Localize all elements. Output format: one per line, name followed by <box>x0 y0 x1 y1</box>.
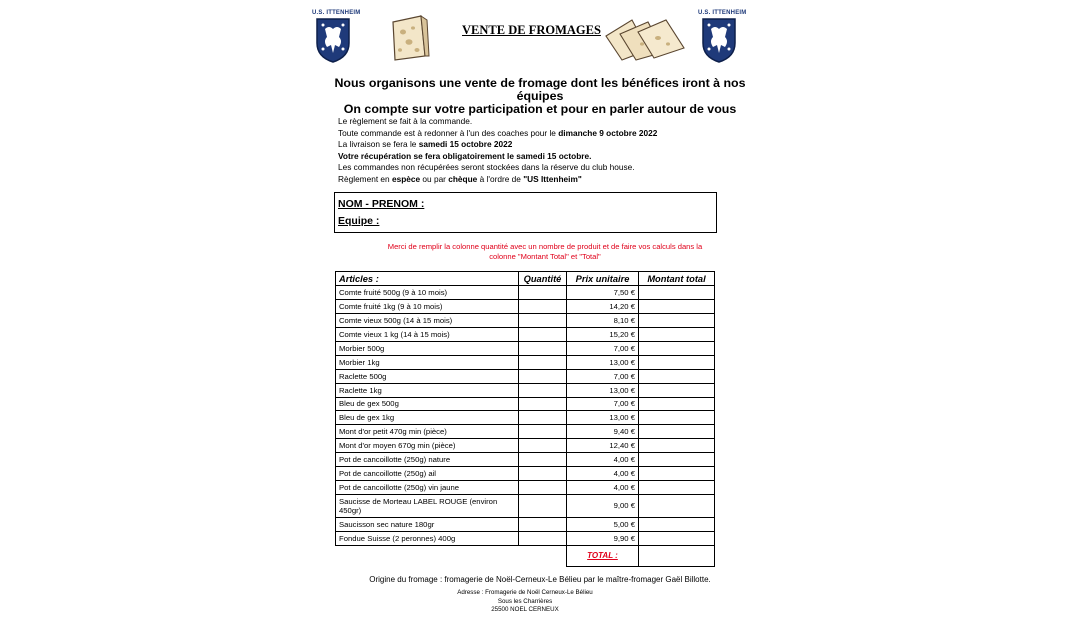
total-amount-cell[interactable] <box>639 286 715 300</box>
quantity-cell[interactable] <box>519 383 567 397</box>
quantity-cell[interactable] <box>519 453 567 467</box>
supplier-address <box>300 589 750 615</box>
unit-price-cell: 7,00 € <box>567 397 639 411</box>
name-field-label[interactable]: NOM - PRENOM : <box>338 198 425 210</box>
order-table <box>335 271 715 567</box>
page-title: VENTE DE FROMAGES <box>462 23 601 37</box>
quantity-cell[interactable] <box>519 327 567 341</box>
instruction-line-2: colonne "Montant Total" et "Total" <box>489 252 601 261</box>
col-header-quantity: Quantité <box>519 272 567 286</box>
total-amount-cell[interactable] <box>639 481 715 495</box>
crest-title-left: U.S. ITTENHEIM <box>312 10 361 16</box>
total-row <box>336 545 715 566</box>
headline-line-2: équipes <box>516 89 564 103</box>
quantity-cell[interactable] <box>519 425 567 439</box>
total-amount-cell[interactable] <box>639 532 715 546</box>
total-amount-cell[interactable] <box>639 383 715 397</box>
unit-price-cell: 9,90 € <box>567 532 639 546</box>
article-name-cell: Pot de cancoillotte (250g) ail <box>336 467 519 481</box>
instruction-note <box>340 242 750 262</box>
article-name-cell: Raclette 500g <box>336 369 519 383</box>
order-info <box>338 116 657 186</box>
total-amount-cell[interactable] <box>639 495 715 518</box>
table-row <box>336 481 715 495</box>
quantity-cell[interactable] <box>519 369 567 383</box>
col-header-unit-price: Prix unitaire <box>567 272 639 286</box>
unit-price-cell: 5,00 € <box>567 518 639 532</box>
total-amount-cell[interactable] <box>639 369 715 383</box>
cheese-origin-note: Origine du fromage : fromagerie de Noël-Cerneux-Le Bélieu par le maître-fromager Gaël Billotte. <box>369 575 711 584</box>
total-amount-cell[interactable] <box>639 453 715 467</box>
article-name-cell: Comte fruité 500g (9 à 10 mois) <box>336 286 519 300</box>
unit-price-cell: 4,00 € <box>567 453 639 467</box>
unit-price-cell: 13,00 € <box>567 383 639 397</box>
total-amount-cell[interactable] <box>639 467 715 481</box>
table-row <box>336 397 715 411</box>
unit-price-cell: 9,40 € <box>567 425 639 439</box>
total-amount-cell[interactable] <box>639 425 715 439</box>
shield-icon <box>315 17 351 63</box>
table-row <box>336 299 715 313</box>
cheese-wedge-icon <box>387 12 431 64</box>
quantity-cell[interactable] <box>519 518 567 532</box>
shield-icon <box>701 17 737 63</box>
address-line-2: Sous les Charrières <box>497 597 553 605</box>
headline-line-1: Nous organisons une vente de fromage dont les bénéfices iront à nos <box>334 76 746 90</box>
total-amount-cell[interactable] <box>639 327 715 341</box>
article-name-cell: Comte fruité 1kg (9 à 10 mois) <box>336 299 519 313</box>
flyer-page <box>300 0 780 628</box>
info-line-storage: Les commandes non récupérées seront stockées dans la réserve du club house. <box>338 162 635 173</box>
article-name-cell: Saucisson sec nature 180gr <box>336 518 519 532</box>
quantity-cell[interactable] <box>519 313 567 327</box>
total-amount-cell[interactable] <box>639 439 715 453</box>
cheese-slices-icon <box>602 14 688 62</box>
total-amount-cell[interactable] <box>639 397 715 411</box>
article-name-cell: Mont d'or moyen 670g min (pièce) <box>336 439 519 453</box>
article-name-cell: Bleu de gex 1kg <box>336 411 519 425</box>
quantity-cell[interactable] <box>519 439 567 453</box>
unit-price-cell: 12,40 € <box>567 439 639 453</box>
headline-line-3: On compte sur votre participation et pour en parler autour de vous <box>343 102 737 116</box>
table-row <box>336 341 715 355</box>
table-row <box>336 313 715 327</box>
col-header-total-amount: Montant total <box>639 272 715 286</box>
total-spacer <box>519 545 567 566</box>
quantity-cell[interactable] <box>519 355 567 369</box>
quantity-cell[interactable] <box>519 411 567 425</box>
total-amount-cell[interactable] <box>639 545 715 566</box>
article-name-cell: Morbier 1kg <box>336 355 519 369</box>
col-header-articles: Articles : <box>336 272 519 286</box>
article-name-cell: Fondue Suisse (2 peronnes) 400g <box>336 532 519 546</box>
quantity-cell[interactable] <box>519 495 567 518</box>
article-name-cell: Raclette 1kg <box>336 383 519 397</box>
total-label: TOTAL : <box>567 545 639 566</box>
quantity-cell[interactable] <box>519 467 567 481</box>
article-name-cell: Comte vieux 1 kg (14 à 15 mois) <box>336 327 519 341</box>
unit-price-cell: 13,00 € <box>567 411 639 425</box>
instruction-line-1: Merci de remplir la colonne quantité avec un nombre de produit et de faire vos calculs dans la <box>387 242 703 251</box>
info-line-pickup: Votre récupération se fera obligatoirement le samedi 15 octobre. <box>338 150 592 161</box>
table-row <box>336 369 715 383</box>
unit-price-cell: 7,00 € <box>567 341 639 355</box>
quantity-cell[interactable] <box>519 481 567 495</box>
quantity-cell[interactable] <box>519 532 567 546</box>
total-amount-cell[interactable] <box>639 355 715 369</box>
article-name-cell: Pot de cancoillotte (250g) nature <box>336 453 519 467</box>
info-line-delivery: La livraison se fera le samedi 15 octobre 2022 <box>338 139 513 150</box>
name-team-box <box>334 192 717 233</box>
table-row <box>336 286 715 300</box>
table-row <box>336 532 715 546</box>
total-amount-cell[interactable] <box>639 411 715 425</box>
total-amount-cell[interactable] <box>639 299 715 313</box>
table-row <box>336 495 715 518</box>
table-row <box>336 439 715 453</box>
total-amount-cell[interactable] <box>639 341 715 355</box>
table-header-row <box>336 272 715 286</box>
unit-price-cell: 9,00 € <box>567 495 639 518</box>
total-amount-cell[interactable] <box>639 518 715 532</box>
crest-title-right: U.S. ITTENHEIM <box>698 10 747 16</box>
table-row <box>336 518 715 532</box>
table-row <box>336 355 715 369</box>
info-line-payment-method: Règlement en espèce ou par chèque à l'ordre de "US Ittenheim" <box>338 173 582 184</box>
info-line-payment: Le règlement se fait à la commande. <box>338 116 473 126</box>
unit-price-cell: 4,00 € <box>567 481 639 495</box>
unit-price-cell: 13,00 € <box>567 355 639 369</box>
quantity-cell[interactable] <box>519 341 567 355</box>
unit-price-cell: 15,20 € <box>567 327 639 341</box>
quantity-cell[interactable] <box>519 286 567 300</box>
unit-price-cell: 14,20 € <box>567 299 639 313</box>
club-crest-logo-right <box>698 10 747 68</box>
unit-price-cell: 8,10 € <box>567 313 639 327</box>
article-name-cell: Saucisse de Morteau LABEL ROUGE (environ 450gr) <box>336 495 519 518</box>
total-spacer <box>336 545 519 566</box>
table-row <box>336 453 715 467</box>
quantity-cell[interactable] <box>519 397 567 411</box>
article-name-cell: Mont d'or petit 470g min (pièce) <box>336 425 519 439</box>
total-amount-cell[interactable] <box>639 313 715 327</box>
table-row <box>336 383 715 397</box>
table-row <box>336 327 715 341</box>
quantity-cell[interactable] <box>519 299 567 313</box>
table-row <box>336 467 715 481</box>
address-line-1: Adresse : Fromagerie de Noël Cerneux-Le Bélieu <box>457 589 593 596</box>
table-row <box>336 425 715 439</box>
team-field-label[interactable]: Equipe : <box>338 215 380 227</box>
table-row <box>336 411 715 425</box>
unit-price-cell: 7,50 € <box>567 286 639 300</box>
unit-price-cell: 7,00 € <box>567 369 639 383</box>
article-name-cell: Comte vieux 500g (14 à 15 mois) <box>336 313 519 327</box>
info-line-deadline: Toute commande est à redonner à l'un des coaches pour le dimanche 9 octobre 2022 <box>338 127 658 138</box>
club-crest-logo-left <box>312 10 361 68</box>
unit-price-cell: 4,00 € <box>567 467 639 481</box>
address-line-3: 25500 NOEL CERNEUX <box>491 606 559 614</box>
article-name-cell: Bleu de gex 500g <box>336 397 519 411</box>
article-name-cell: Morbier 500g <box>336 341 519 355</box>
article-name-cell: Pot de cancoillotte (250g) vin jaune <box>336 481 519 495</box>
